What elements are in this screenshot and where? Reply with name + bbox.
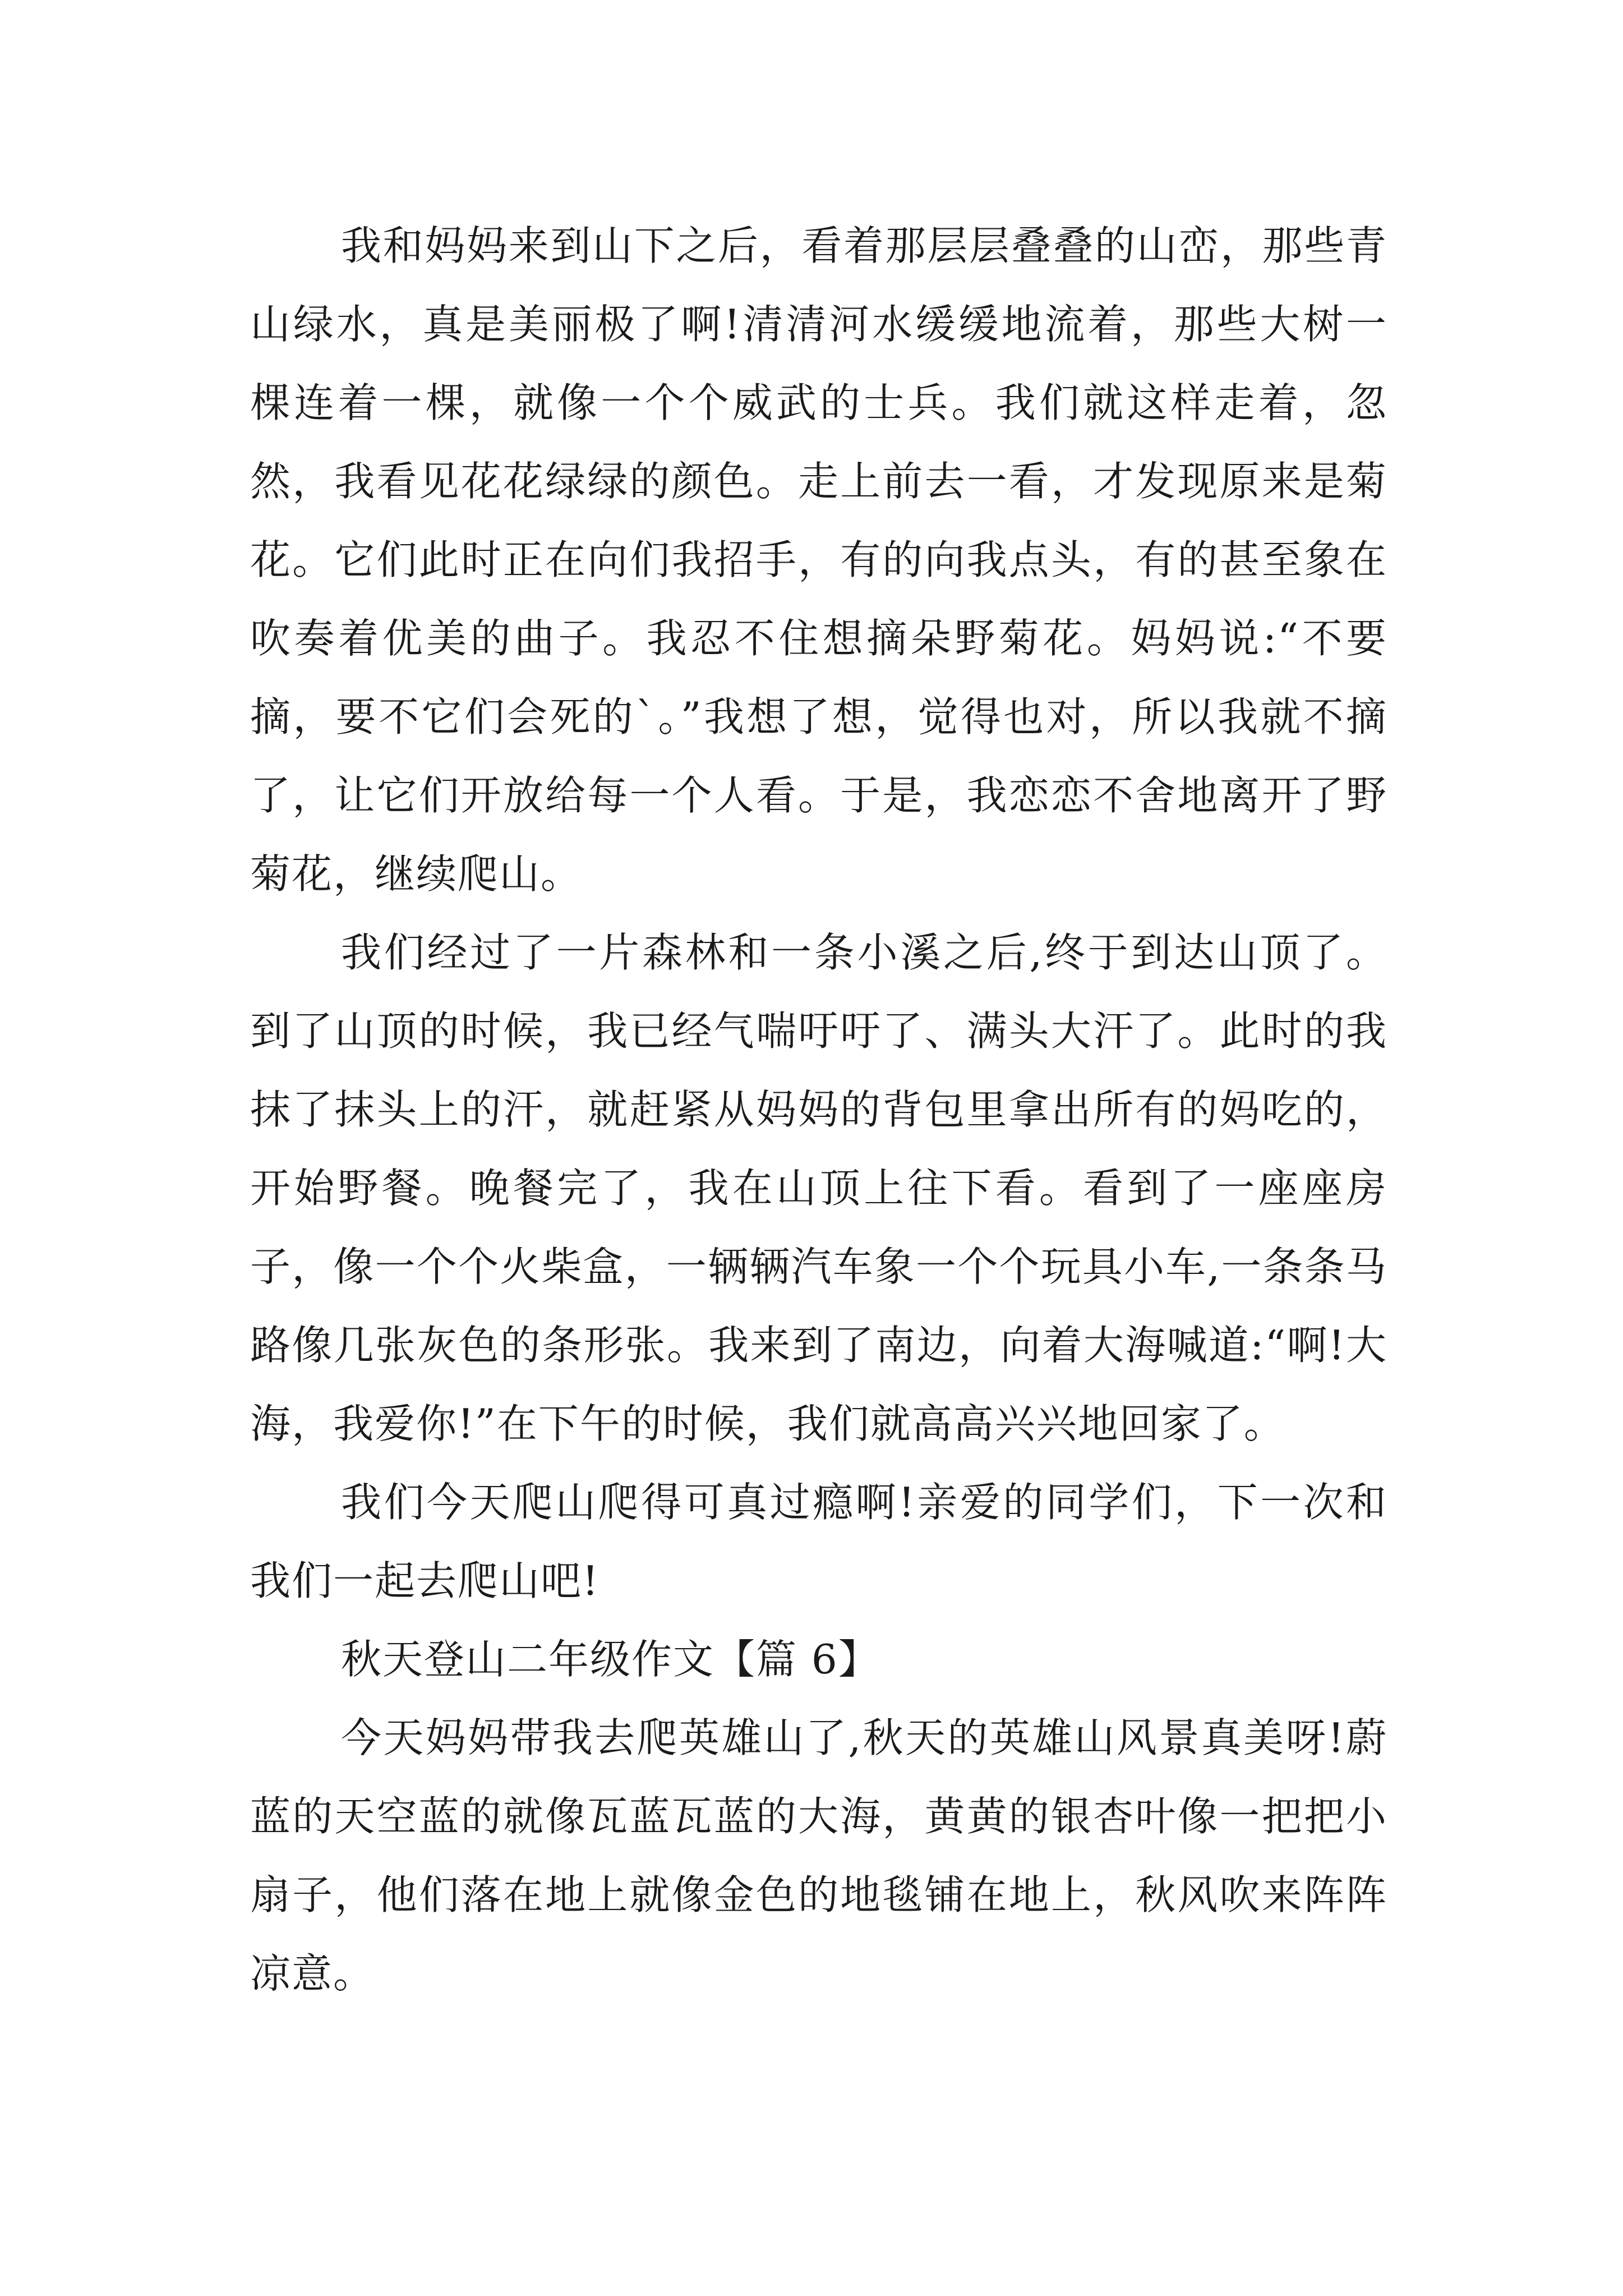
paragraph-4: 今天妈妈带我去爬英雄山了,秋天的英雄山风景真美呀!蔚蓝的天空蓝的就像瓦蓝瓦蓝的大海，黄黄的银杏叶像一把把小扇子，他们落在地上就像金色的地毯铺在地上，秋风吹来阵阵凉意。 [250,1714,1387,1997]
paragraph-3: 我们今天爬山爬得可真过瘾啊!亲爱的同学们，下一次和我们一起去爬山吧! [250,1479,1387,1604]
document-body [250,206,1387,2013]
section-heading: 秋天登山二年级作文【篇 6】 [341,1636,880,1683]
paragraph-2: 我们经过了一片森林和一条小溪之后,终于到达山顶了。到了山顶的时候，我已经气喘吁吁了、满头大汗了。此时的我抹了抹头上的汗，就赶紧从妈妈的背包里拿出所有的妈吃的，开始野餐。晚餐完了，我在山顶上往下看。看到了一座座房子，像一个个火柴盒，一辆辆汽车象一个个玩具小车,一条条马路像几张灰色的条形张。我来到了南边，向着大海喊道:“啊!大海，我爱你!”在下午的时候，我们就高高兴兴地回家了。 [250,929,1387,1447]
paragraph-1: 我和妈妈来到山下之后，看着那层层叠叠的山峦，那些青山绿水，真是美丽极了啊!清清河水缓缓地流着，那些大树一棵连着一棵，就像一个个威武的士兵。我们就这样走着，忽然，我看见花花绿绿的颜色。走上前去一看，才发现原来是菊花。它们此时正在向们我招手，有的向我点头，有的甚至象在吹奏着优美的曲子。我忍不住想摘朵野菊花。妈妈说:“不要摘，要不它们会死的`。”我想了想，觉得也对，所以我就不摘了，让它们开放给每一个人看。于是，我恋恋不舍地离开了野菊花，继续爬山。 [250,222,1387,898]
